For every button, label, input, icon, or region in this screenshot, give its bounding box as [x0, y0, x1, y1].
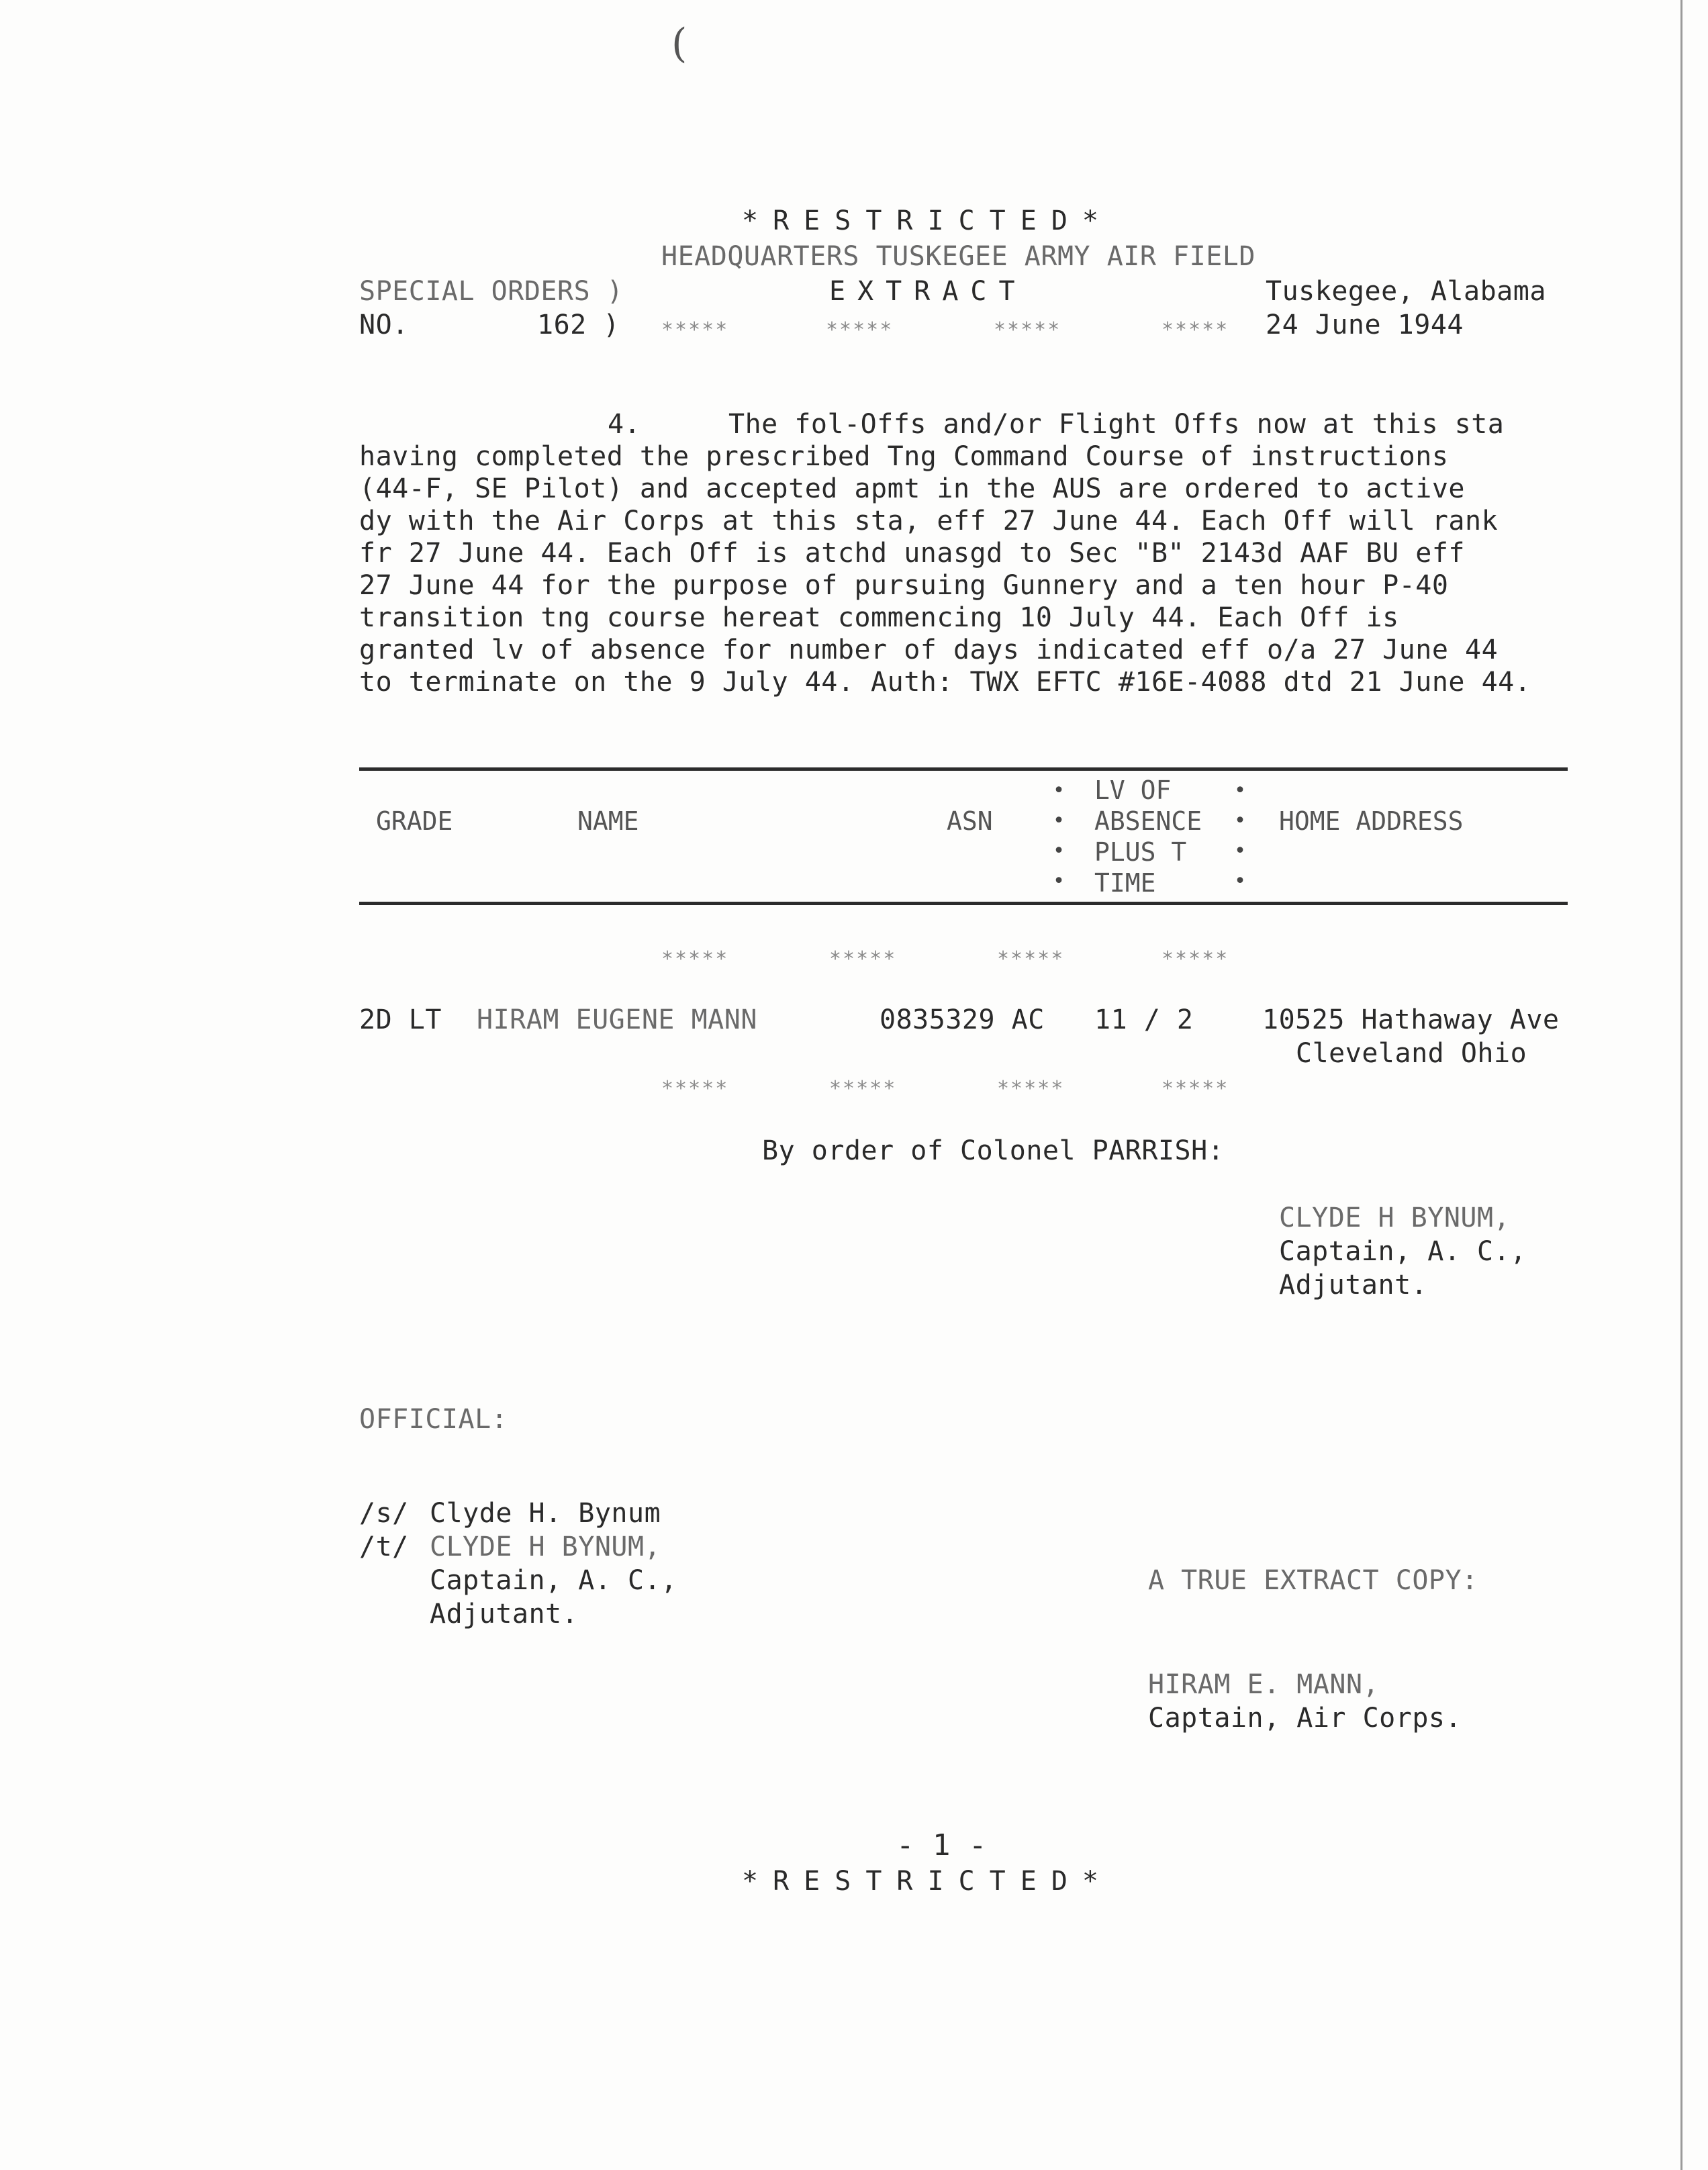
row-grade: 2D LT [359, 1004, 442, 1035]
by-order-line: By order of Colonel PARRISH: [762, 1135, 1225, 1166]
row-home-address-line2: Cleveland Ohio [1296, 1038, 1527, 1069]
number-label: NO. [359, 310, 409, 340]
col-header-home-address: HOME ADDRESS [1279, 806, 1464, 836]
separator-stars: ***** [1161, 1077, 1229, 1100]
typed-name: CLYDE H BYNUM, [430, 1531, 661, 1562]
table-top-rule [359, 767, 1568, 771]
hq-title: HEADQUARTERS TUSKEGEE ARMY AIR FIELD [661, 241, 1255, 272]
paragraph-line: fr 27 June 44. Each Off is atchd unasgd to Sec "B" 2143d AAF BU eff [359, 538, 1465, 569]
col-header-lv: PLUS T [1094, 837, 1187, 867]
restricted-footer: *RESTRICTED* [742, 1866, 1113, 1897]
col-header-lv: ABSENCE [1094, 806, 1202, 836]
true-copy-name: HIRAM E. MANN, [1148, 1669, 1380, 1700]
column-divider-mark: • [1053, 869, 1065, 893]
paragraph-line: to terminate on the 9 July 44. Auth: TWX EFTC #16E-4088 dtd 21 June 44. [359, 667, 1531, 698]
column-divider-mark: • [1234, 809, 1247, 833]
separator-stars: ***** [997, 1077, 1065, 1100]
extract-label: EXTRACT [829, 276, 1027, 307]
official-rank: Captain, A. C., [430, 1565, 677, 1596]
order-date: 24 June 1944 [1266, 310, 1464, 340]
signed-prefix: /s/ [359, 1498, 409, 1529]
paragraph-line: 27 June 44 for the purpose of pursuing Gunnery and a ten hour P-40 [359, 570, 1449, 601]
col-header-lv: LV OF [1094, 775, 1172, 805]
column-divider-mark: • [1234, 839, 1247, 863]
separator-stars: ***** [1161, 947, 1229, 971]
signer-title: Adjutant. [1279, 1270, 1428, 1301]
special-orders-label: SPECIAL ORDERS ) [359, 276, 624, 307]
paragraph-number: 4. [608, 409, 641, 440]
col-header-grade: GRADE [376, 806, 453, 836]
separator-stars: ***** [661, 318, 729, 342]
separator-stars: ***** [829, 947, 897, 971]
page-edge-line [1680, 0, 1682, 2170]
paragraph-line: granted lv of absence for number of days indicated eff o/a 27 June 44 [359, 634, 1499, 665]
col-header-asn: ASN [947, 806, 993, 836]
paragraph-line: The fol-Offs and/or Flight Offs now at this sta [728, 409, 1505, 440]
table-header-bottom-rule [359, 902, 1568, 905]
separator-stars: ***** [661, 1077, 729, 1100]
separator-stars: ***** [997, 947, 1065, 971]
separator-stars: ***** [829, 1077, 897, 1100]
paragraph-line: having completed the prescribed Tng Command Course of instructions [359, 441, 1449, 472]
true-copy-label: A TRUE EXTRACT COPY: [1148, 1565, 1478, 1596]
separator-stars: ***** [826, 318, 894, 342]
column-divider-mark: • [1234, 779, 1247, 802]
location: Tuskegee, Alabama [1266, 276, 1546, 307]
column-divider-mark: • [1053, 809, 1065, 833]
official-title: Adjutant. [430, 1599, 579, 1630]
signer-name: CLYDE H BYNUM, [1279, 1202, 1511, 1233]
row-leave-days: 11 / 2 [1094, 1004, 1194, 1035]
row-asn: 0835329 AC [880, 1004, 1045, 1035]
restricted-header: *RESTRICTED* [742, 205, 1113, 236]
column-divider-mark: • [1053, 779, 1065, 802]
separator-stars: ***** [1161, 318, 1229, 342]
column-divider-mark: • [1234, 869, 1247, 893]
official-label: OFFICIAL: [359, 1404, 508, 1435]
row-home-address-line1: 10525 Hathaway Ave [1262, 1004, 1560, 1035]
col-header-name: NAME [577, 806, 639, 836]
column-divider-mark: • [1053, 839, 1065, 863]
separator-stars: ***** [994, 318, 1061, 342]
paragraph-line: (44-F, SE Pilot) and accepted apmt in the AUS are ordered to active [359, 473, 1465, 504]
signer-rank: Captain, A. C., [1279, 1236, 1527, 1267]
stray-mark: ( [671, 20, 687, 67]
paragraph-line: transition tng course hereat commencing 10 July 44. Each Off is [359, 602, 1399, 633]
separator-stars: ***** [661, 947, 729, 971]
page-number: - 1 - [896, 1828, 987, 1862]
order-number: 162 ) [537, 310, 620, 340]
row-name: HIRAM EUGENE MANN [477, 1004, 757, 1035]
col-header-lv: TIME [1094, 868, 1156, 898]
true-copy-rank: Captain, Air Corps. [1148, 1703, 1462, 1734]
signed-name: Clyde H. Bynum [430, 1498, 661, 1529]
paragraph-line: dy with the Air Corps at this sta, eff 27 June 44. Each Off will rank [359, 506, 1499, 536]
typed-prefix: /t/ [359, 1531, 409, 1562]
